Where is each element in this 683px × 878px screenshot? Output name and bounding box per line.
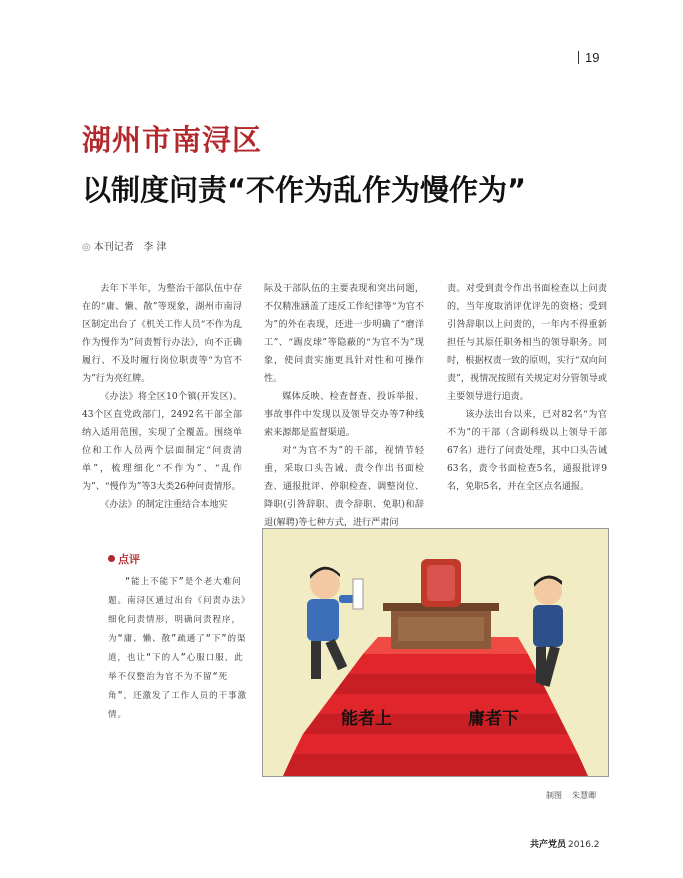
page-number-text: 19 <box>585 50 600 65</box>
commentary-heading-text: 点评 <box>118 553 140 566</box>
issue-number: 2016.2 <box>568 840 600 850</box>
stair-step <box>283 754 588 776</box>
byline-label: 本刊记者 <box>93 242 134 253</box>
article-title-line2: 以制度问责“不作为乱作为慢作为” <box>82 173 527 207</box>
paragraph: 该办法出台以来，已对82名“为官不为”的干部（含副科级以上领导干部67名）进行了问责处理，其中口头告诫63名，责令书面检查5名，通报批评9名，免职5名，并在全区点名通报。 <box>447 410 607 492</box>
article-title-line1: 湖州市南浔区 <box>82 123 263 157</box>
paragraph: 责。对受到责令作出书面检查以上问责的，当年度取消评优评先的资格；受到引咎辞职以上问责的，一年内不得重新担任与其原任职务相当的领导职务。同时，根据权责一致的原则，实行“双向问责”，视情况按照有关规定对分管领导或主要领导进行追责。 <box>447 284 607 402</box>
byline <box>82 238 166 253</box>
stair-step <box>293 734 578 754</box>
scroll <box>353 579 363 609</box>
paragraph: 际及干部队伍的主要表现和突出问题，不仅精准涵盖了违反工作纪律等“为官不为”的外在表现，还进一步明确了“磨洋工”、“踢皮球”等隐蔽的“为官不为”现象，使问责实施更具针对性和可操作性。 <box>264 284 424 384</box>
cartoon-illustration <box>262 528 609 777</box>
cartoon-drawing <box>263 529 608 776</box>
text-column-3 <box>447 280 607 496</box>
cartoon-label-left: 能者上 <box>341 709 392 729</box>
text-column-1 <box>82 280 242 514</box>
page-number <box>578 50 599 65</box>
bullet-icon <box>108 555 115 562</box>
divider <box>578 51 579 64</box>
credit-author: 朱慧卿 <box>572 791 596 800</box>
paragraph: 媒体反映、检查督查、投诉举报、事故事件中发现以及领导交办等7种线索来源都是监督渠道。 <box>264 392 424 438</box>
stair-step <box>333 674 548 694</box>
paragraph: 去年下半年，为整治干部队伍中存在的“庸、懒、散”等现象，湖州市南浔区制定出台了《机关工作人员“不作为乱作为慢作为”问责暂行办法》，向不正确履行、不及时履行岗位职责等“为官不为”行为亮红牌。 <box>82 284 242 384</box>
commentary-heading <box>108 551 248 567</box>
commentary-body: “能上不能下”是个老大难问题。南浔区通过出台《问责办法》细化问责情形，明确问责程序，为“庸、懒、散”疏通了“下”的渠道，也让“下的人”心服口服，此举不仅整治为官不为不留“死角”，还激发了工作人员的干事激情。 <box>108 577 248 720</box>
illustration-credit <box>546 790 606 801</box>
byline-mark: ◎ <box>82 242 91 253</box>
paragraph: 《办法》的制定注重结合本地实 <box>100 500 228 510</box>
paragraph: 对“为官不为”的干部，视情节轻重，采取口头告诫、责令作出书面检查、通报批评、停职检查、调整岗位、降职(引咎辞职、责令辞职、免职)和辞退(解聘)等七种方式，进行严肃问 <box>264 446 424 528</box>
magazine-name: 共产党员 <box>530 840 567 850</box>
text-column-2 <box>264 280 424 532</box>
paragraph: 《办法》将全区10个镇(开发区)、43个区直党政部门，2492名干部全部纳入适用范围，实现了全覆盖。围绕单位和工作人员两个层面制定“问责清单”，梳理细化“不作为”、“乱作为”、“慢作为”等3大类26种问责情形。 <box>82 392 242 492</box>
page-footer <box>530 837 600 850</box>
cartoon-label-right: 庸者下 <box>468 709 519 729</box>
stair-step <box>348 654 538 674</box>
credit-label: 制图 <box>546 791 562 800</box>
byline-author: 李 津 <box>143 242 167 253</box>
figure-left-shirt <box>307 599 339 641</box>
figure-right-shirt <box>533 605 563 647</box>
commentary-box <box>108 551 248 725</box>
